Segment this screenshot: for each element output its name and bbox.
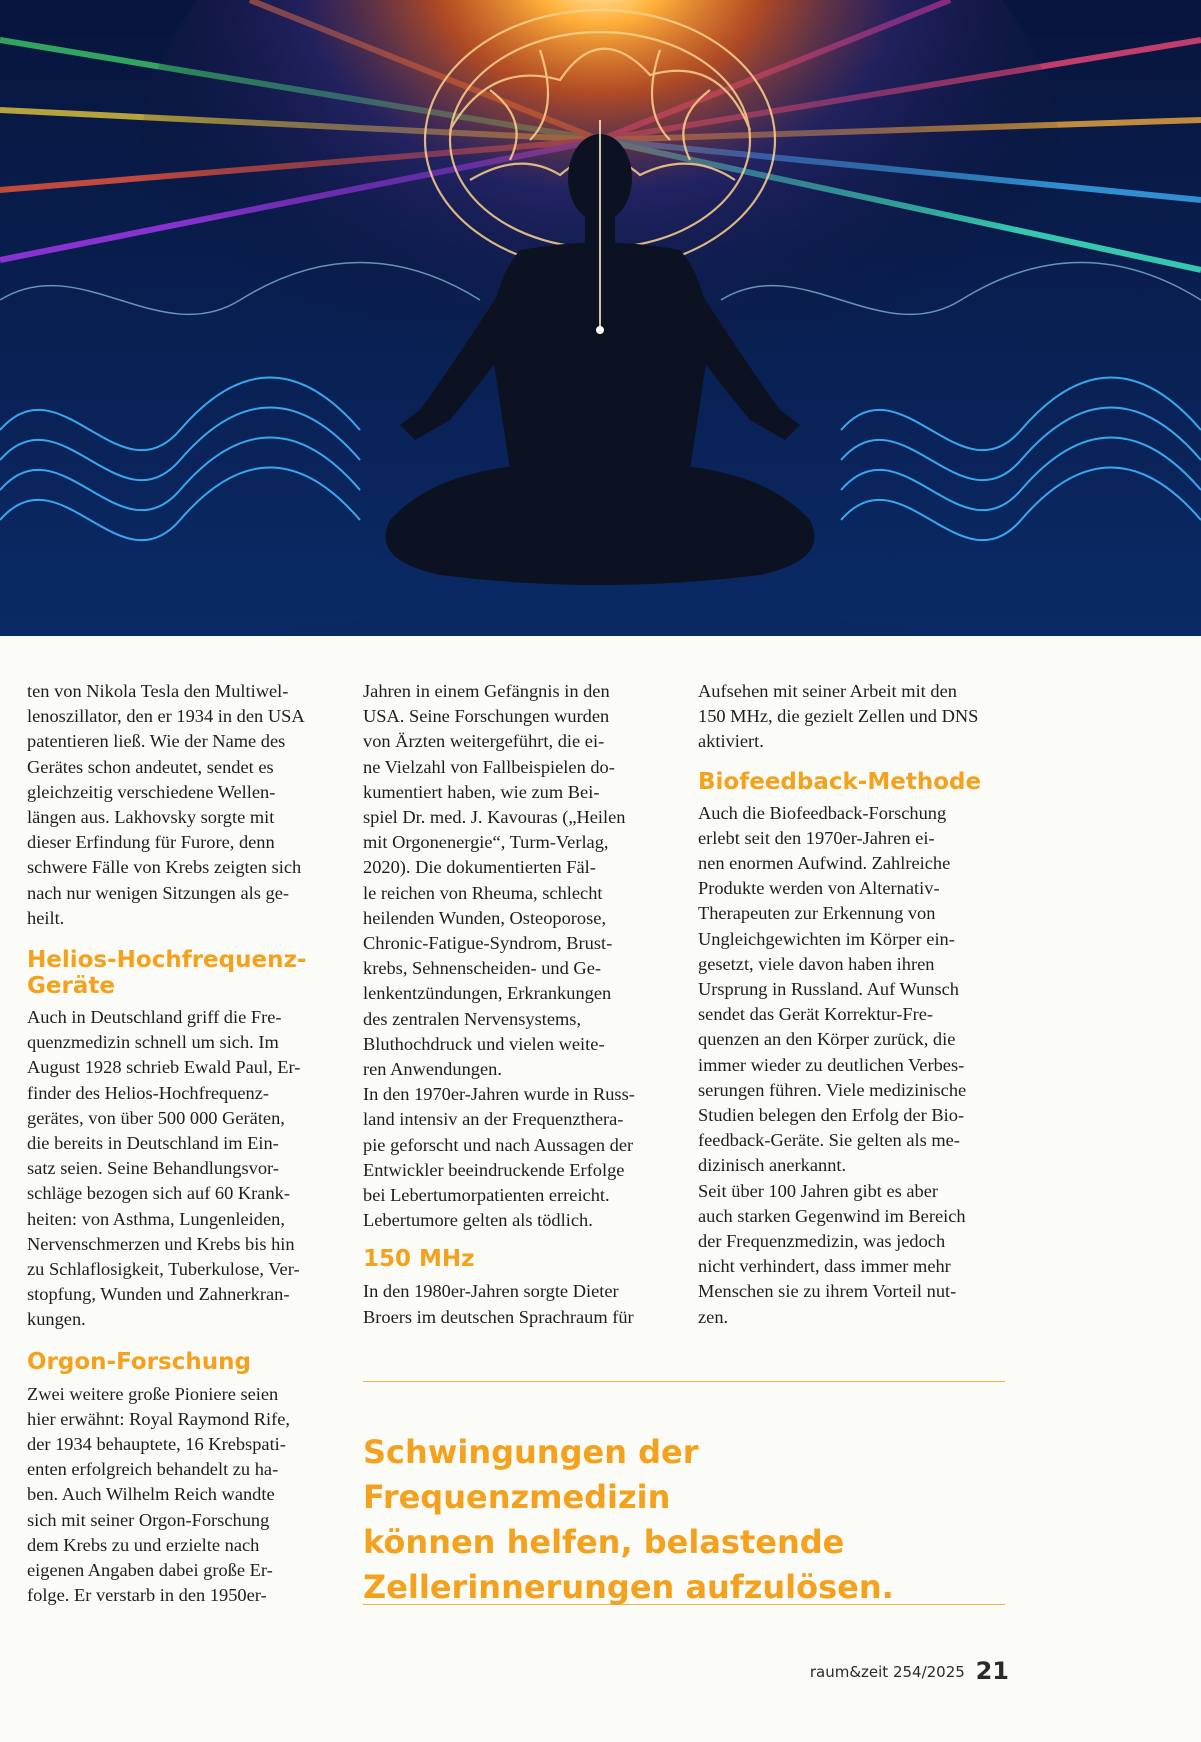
page-footer <box>810 1657 1009 1685</box>
heading-helios: Helios-Hochfrequenz- Geräte <box>27 947 307 1000</box>
issue-number: 254/2025 <box>892 1663 965 1681</box>
col3-paragraph-1: Aufsehen mit seiner Arbeit mit den 150 MHz, die gezielt Zellen und DNS aktiviert. <box>698 681 979 752</box>
column-3 <box>698 679 1014 1330</box>
pull-quote <box>363 1381 1005 1605</box>
column-1 <box>27 679 343 1609</box>
col2-paragraph-3: In den 1980er-Jahren sorgte Dieter Broers im deutschen Sprachraum für <box>363 1281 634 1327</box>
magazine-name: raum&zeit <box>809 1663 889 1681</box>
col3-paragraph-2: Auch die Biofeedback-Forschung erlebt seit den 1970er-Jahren ei- nen enormen Aufwind. Zahlreiche Produkte werden von Alternativ- Therapeuten zur Erkennung von Ungleichgewichten im Körper ein- gesetzt, viele davon haben ihren Ursprung in Russland. Auf Wunsch sendet das Gerät Korrektur-Fre- quenzen an den Körper zurück, die immer wieder zu deutlichen Verbes- serungen führen. Viele medizinische Studien belegen den Erfolg der Bio- feedback-Geräte. Sie gelten als me- dizinisch anerkannt. <box>698 802 967 1176</box>
heading-orgon: Orgon-Forschung <box>27 1348 251 1375</box>
col3-paragraph-3: Seit über 100 Jahren gibt es aber auch starken Gegenwind im Bereich der Frequenzmedizin, was jedoch nicht verhindert, dass immer mehr Menschen sie zu ihrem Vorteil nut- zen. <box>698 1180 966 1327</box>
col2-paragraph-2: In den 1970er-Jahren wurde in Russ- land intensiv an der Frequenzthera- pie geforscht und nach Aussagen der Entwickler beeindruckende Erfolge bei Lebertumorpatienten erreicht. Lebertumore gelten als tödlich. <box>363 1084 635 1231</box>
page-number: 21 <box>975 1657 1009 1685</box>
heading-biofeedback: Biofeedback-Methode <box>698 768 982 795</box>
heading-150mhz: 150 MHz <box>363 1246 475 1273</box>
col1-paragraph-3: Zwei weitere große Pioniere seien hier erwähnt: Royal Raymond Rife, der 1934 behauptete, 16 Krebspati- enten erfolgreich behandelt zu ha- ben. Auch Wilhelm Reich wandte sich mit seiner Orgon-Forschung dem Krebs zu und erzielte nach eigenen Angaben dabei große Er- folge. Er verstarb in den 1950er- <box>27 1383 291 1606</box>
column-2 <box>363 679 679 1330</box>
col2-paragraph-1: Jahren in einem Gefängnis in den USA. Seine Forschungen wurden von Ärzten weitergeführt, die ei- ne Vielzahl von Fallbeispielen do- kumentiert haben, wie zum Bei- spiel Dr. med. J. Kavouras („Heilen mit Orgonenergie“, Turm-Verlag, 2020). Die dokumentierten Fäl- le reichen von Rheuma, schlecht heilenden Wunden, Osteoporose, Chronic-Fatigue-Syndrom, Brust- krebs, Sehnenscheiden- und Ge- lenkentzündungen, Erkrankungen des zentralen Nervensystems, Bluthochdruck und vielen weite- ren Anwendungen. <box>363 681 626 1080</box>
hero-image <box>0 0 1201 636</box>
col1-paragraph-1: ten von Nikola Tesla den Multiwel- lenoszillator, den er 1934 in den USA patentieren ließ. Wie der Name des Gerätes schon andeutet, sendet es gleichzeitig verschiedene Wellen- längen aus. Lakhovsky sorgte mit dieser Erfindung für Furore, denn schwere Fälle von Krebs zeigten sich nach nur wenigen Sitzungen als ge- heilt. <box>27 681 305 928</box>
meditation-illustration <box>0 0 1201 636</box>
col1-paragraph-2: Auch in Deutschland griff die Fre- quenzmedizin schnell um sich. Im August 1928 schrieb Ewald Paul, Er- finder des Helios-Hochfrequenz- gerätes, von über 500 000 Geräten, die bereits in Deutschland im Ein- satz seien. Seine Behandlungsvor- schläge bezogen sich auf 60 Krank- heiten: von Asthma, Lungenleiden, Nervenschmerzen und Krebs bis hin zu Schlaflosigkeit, Tuberkulose, Ver- stopfung, Wunden und Zahnerkran- kungen. <box>27 1007 301 1330</box>
pull-quote-text: Schwingungen der Frequenzmedizin können helfen, belastende Zellerinnerungen aufzulösen. <box>363 1433 894 1606</box>
